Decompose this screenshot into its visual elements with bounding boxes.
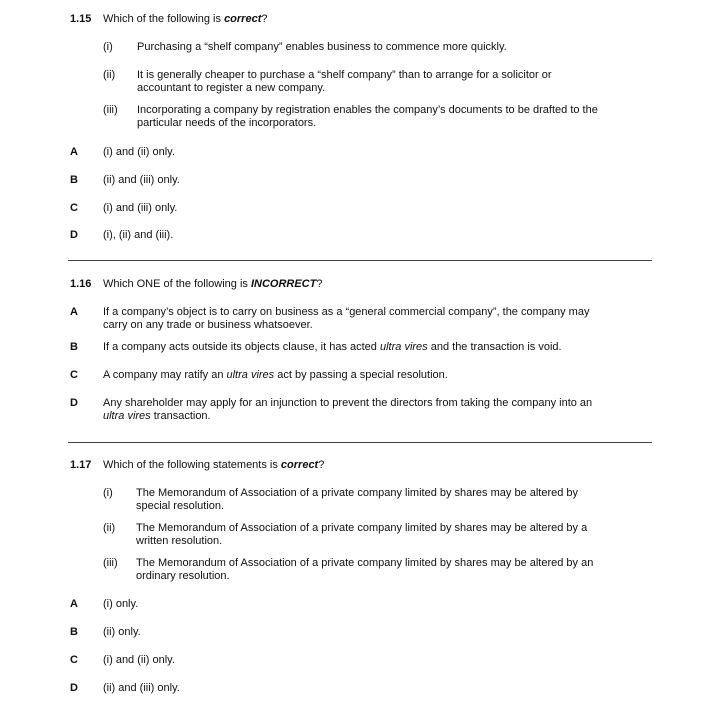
q117-item-iii-line1: The Memorandum of Association of a private company limited by shares may be altered by an — [136, 557, 594, 569]
q115-option-a-letter: A — [70, 146, 78, 158]
q117-option-a-text: (i) only. — [103, 598, 139, 610]
q117-item-i-line2: special resolution. — [136, 500, 225, 512]
q115-item-i-text: Purchasing a “shelf company” enables business to commence more quickly. — [137, 41, 507, 53]
q117-item-iii-line2: ordinary resolution. — [136, 570, 230, 582]
q115-option-d-letter: D — [70, 229, 78, 241]
q115-stem-text: Which of the following is — [103, 13, 225, 25]
q116-option-d-line1: Any shareholder may apply for an injunction to prevent the directors from taking the company into an — [103, 397, 593, 409]
q116-option-b-emphasis: ultra vires — [379, 341, 428, 353]
q117-option-b-letter: B — [70, 626, 78, 638]
q115-item-ii-numeral: (ii) — [103, 69, 116, 81]
q116-option-c-emphasis: ultra vires — [226, 369, 275, 381]
q117-number: 1.17 — [70, 459, 92, 471]
q115-item-i-numeral: (i) — [103, 41, 113, 53]
q115-stem — [103, 13, 267, 26]
q116-option-c-letter: C — [70, 369, 78, 381]
q117-item-i-line1: The Memorandum of Association of a private company limited by shares may be altered by — [136, 487, 579, 499]
q115-stem-emphasis: correct — [224, 13, 262, 25]
section-divider-2 — [68, 442, 652, 443]
q115-option-b-text: (ii) and (iii) only. — [103, 174, 180, 186]
q116-option-d-line2 — [103, 410, 663, 423]
q115-stem-end: ? — [261, 13, 268, 25]
q115-item-ii-line2: accountant to register a new company. — [137, 82, 326, 94]
q117-item-ii-line1: The Memorandum of Association of a private company limited by shares may be altered by a — [136, 522, 588, 534]
q116-option-a-line2: carry on any trade or business whatsoever. — [103, 319, 313, 331]
q115-number: 1.15 — [70, 13, 92, 25]
q116-option-b-post: and the transaction is void. — [427, 341, 562, 353]
q116-option-c-text — [103, 369, 663, 382]
q115-option-a-text: (i) and (ii) only. — [103, 146, 175, 158]
q117-option-d-text: (ii) and (iii) only. — [103, 682, 180, 694]
section-divider — [68, 260, 652, 261]
q115-option-d-text: (i), (ii) and (iii). — [103, 229, 174, 241]
q115-option-c-letter: C — [70, 202, 78, 214]
q115-item-iii-line1: Incorporating a company by registration enables the company’s documents to be drafted to the — [137, 104, 598, 116]
q116-option-b-pre: If a company acts outside its objects clause, it has acted — [103, 341, 380, 353]
q117-item-i-numeral: (i) — [103, 487, 113, 499]
q116-option-a-letter: A — [70, 306, 78, 318]
q117-stem-end: ? — [318, 459, 325, 471]
q116-stem-emphasis: INCORRECT — [250, 278, 317, 290]
q116-option-d-emphasis: ultra vires — [103, 410, 151, 422]
q117-item-iii-numeral: (iii) — [103, 557, 118, 569]
q117-stem-text: Which of the following statements is — [103, 459, 281, 471]
q116-stem — [103, 278, 322, 291]
q117-item-ii-numeral: (ii) — [103, 522, 116, 534]
q115-item-ii-line1: It is generally cheaper to purchase a “shelf company” than to arrange for a solicitor or — [137, 69, 552, 81]
q116-stem-text: Which ONE of the following is — [103, 278, 251, 290]
q115-option-c-text: (i) and (iii) only. — [103, 202, 178, 214]
q115-item-iii-numeral: (iii) — [103, 104, 118, 116]
q116-stem-end: ? — [316, 278, 323, 290]
q116-number: 1.16 — [70, 278, 92, 290]
q116-option-d-post: transaction. — [150, 410, 211, 422]
q117-item-ii-line2: written resolution. — [136, 535, 223, 547]
q117-option-a-letter: A — [70, 598, 78, 610]
q116-option-b-letter: B — [70, 341, 78, 353]
q117-stem — [103, 459, 324, 472]
q116-option-c-pre: A company may ratify an — [103, 369, 227, 381]
q116-option-c-post: act by passing a special resolution. — [274, 369, 448, 381]
q117-stem-emphasis: correct — [280, 459, 319, 471]
q117-option-b-text: (ii) only. — [103, 626, 141, 638]
q115-option-b-letter: B — [70, 174, 78, 186]
q116-option-b-text — [103, 341, 663, 354]
q116-option-a-line1: If a company’s object is to carry on business as a “general commercial company”, the company may — [103, 306, 590, 318]
q115-item-iii-line2: particular needs of the incorporators. — [137, 117, 317, 129]
q116-option-d-letter: D — [70, 397, 78, 409]
q117-option-d-letter: D — [70, 682, 78, 694]
q117-option-c-letter: C — [70, 654, 78, 666]
q117-option-c-text: (i) and (ii) only. — [103, 654, 175, 666]
